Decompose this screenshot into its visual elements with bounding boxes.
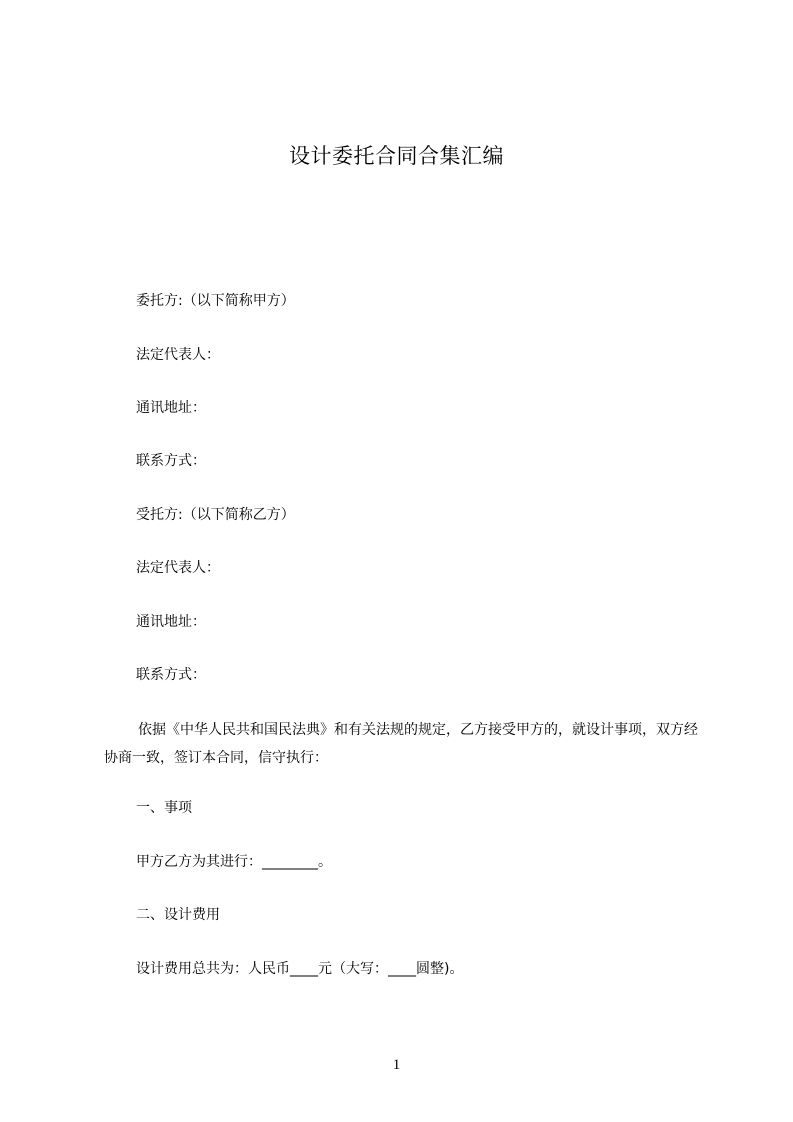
contractor-address-line: 通讯地址： [136,614,206,630]
client-party-line: 委托方:（以下简称甲方） [136,293,295,309]
client-address-line: 通讯地址： [136,400,206,416]
contractor-contact-line: 联系方式： [136,667,206,683]
page-number: 1 [392,1057,401,1073]
client-contact-line: 联系方式： [136,453,206,469]
section1-heading: 一、事项 [136,800,192,816]
intro-paragraph: 依据《中华人民共和国民法典》和有关法规的规定，乙方接受甲方的，就设计事项，双方经协商一致，签订本合同，信守执行： [104,722,698,766]
client-legal-representative-line: 法定代表人： [136,347,220,363]
section2-text: 设计费用总共为：人民币____元（大写：____圆整)。 [136,961,464,977]
document-title: 设计委托合同合集汇编 [289,144,504,168]
section1-text: 甲方乙方为其进行：________。 [136,854,332,870]
contractor-legal-representative-line: 法定代表人： [136,560,220,576]
section2-heading: 二、设计费用 [136,907,220,923]
contractor-party-line: 受托方:（以下简称乙方） [136,507,295,523]
